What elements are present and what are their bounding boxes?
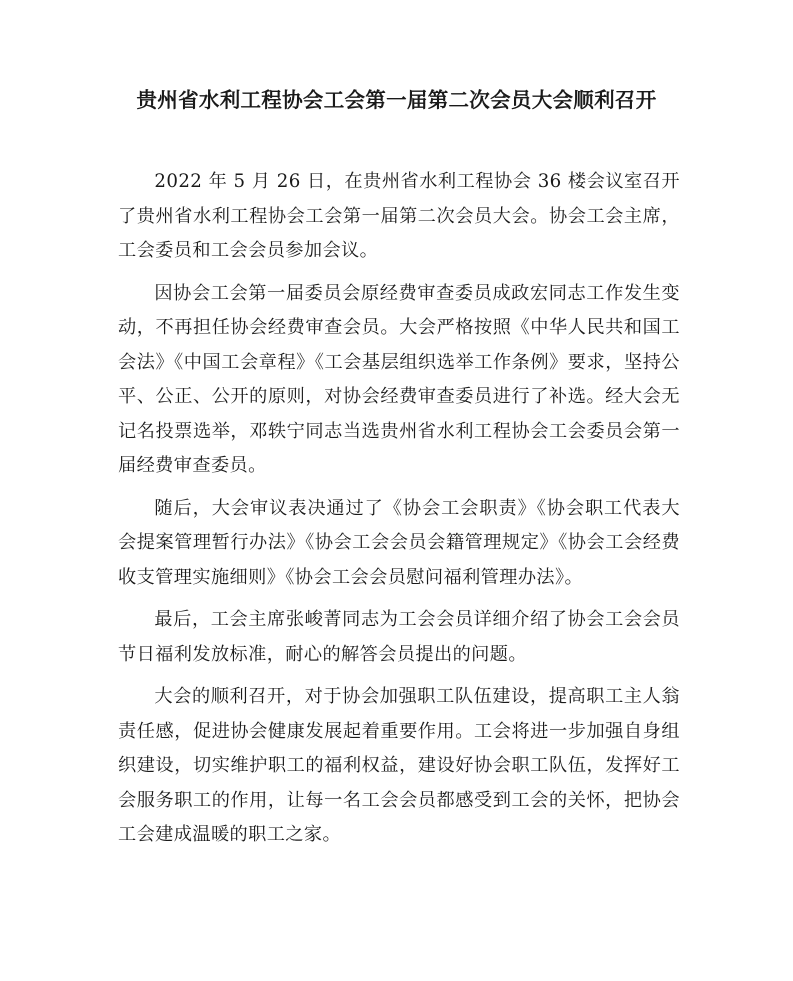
paragraph-election: 因协会工会第一届委员会原经费审查委员成政宏同志工作发生变动，不再担任协会经费审查会员。大会严格按照《中华人民共和国工会法》《中国工会章程》《工会基层组织选举工作条例》要求，坚持公平、公正、公开的原则，对协会经费审查委员进行了补选。经大会无记名投票选举，邓轶宁同志当选贵州省水利工程协会工会委员会第一届经费审查委员。 <box>118 282 680 476</box>
paragraph-conclusion: 大会的顺利召开，对于协会加强职工队伍建设，提高职工主人翁责任感，促进协会健康发展起着重要作用。工会将进一步加强自身组织建设，切实维护职工的福利权益，建设好协会职工队伍，发挥好工会服务职工的作用，让每一名工会会员都感受到工会的关怀，把协会工会建成温暖的职工之家。 <box>118 686 680 845</box>
document-body <box>118 165 680 861</box>
paragraph-regulations: 随后，大会审议表决通过了《协会工会职责》《协会职工代表大会提案管理暂行办法》《协会工会会员会籍管理规定》《协会工会经费收支管理实施细则》《协会工会会员慰问福利管理办法》。 <box>118 497 680 588</box>
paragraph-welfare: 最后，工会主席张峻菁同志为工会会员详细介绍了协会工会会员节日福利发放标准，耐心的解答会员提出的问题。 <box>118 609 680 665</box>
document-title: 贵州省水利工程协会工会第一届第二次会员大会顺利召开 <box>136 88 657 112</box>
paragraph-meeting-intro: 2022 年 5 月 26 日，在贵州省水利工程协会 36 楼会议室召开了贵州省水利工程协会工会第一届第二次会员大会。协会工会主席，工会委员和工会会员参加会议。 <box>118 171 680 261</box>
